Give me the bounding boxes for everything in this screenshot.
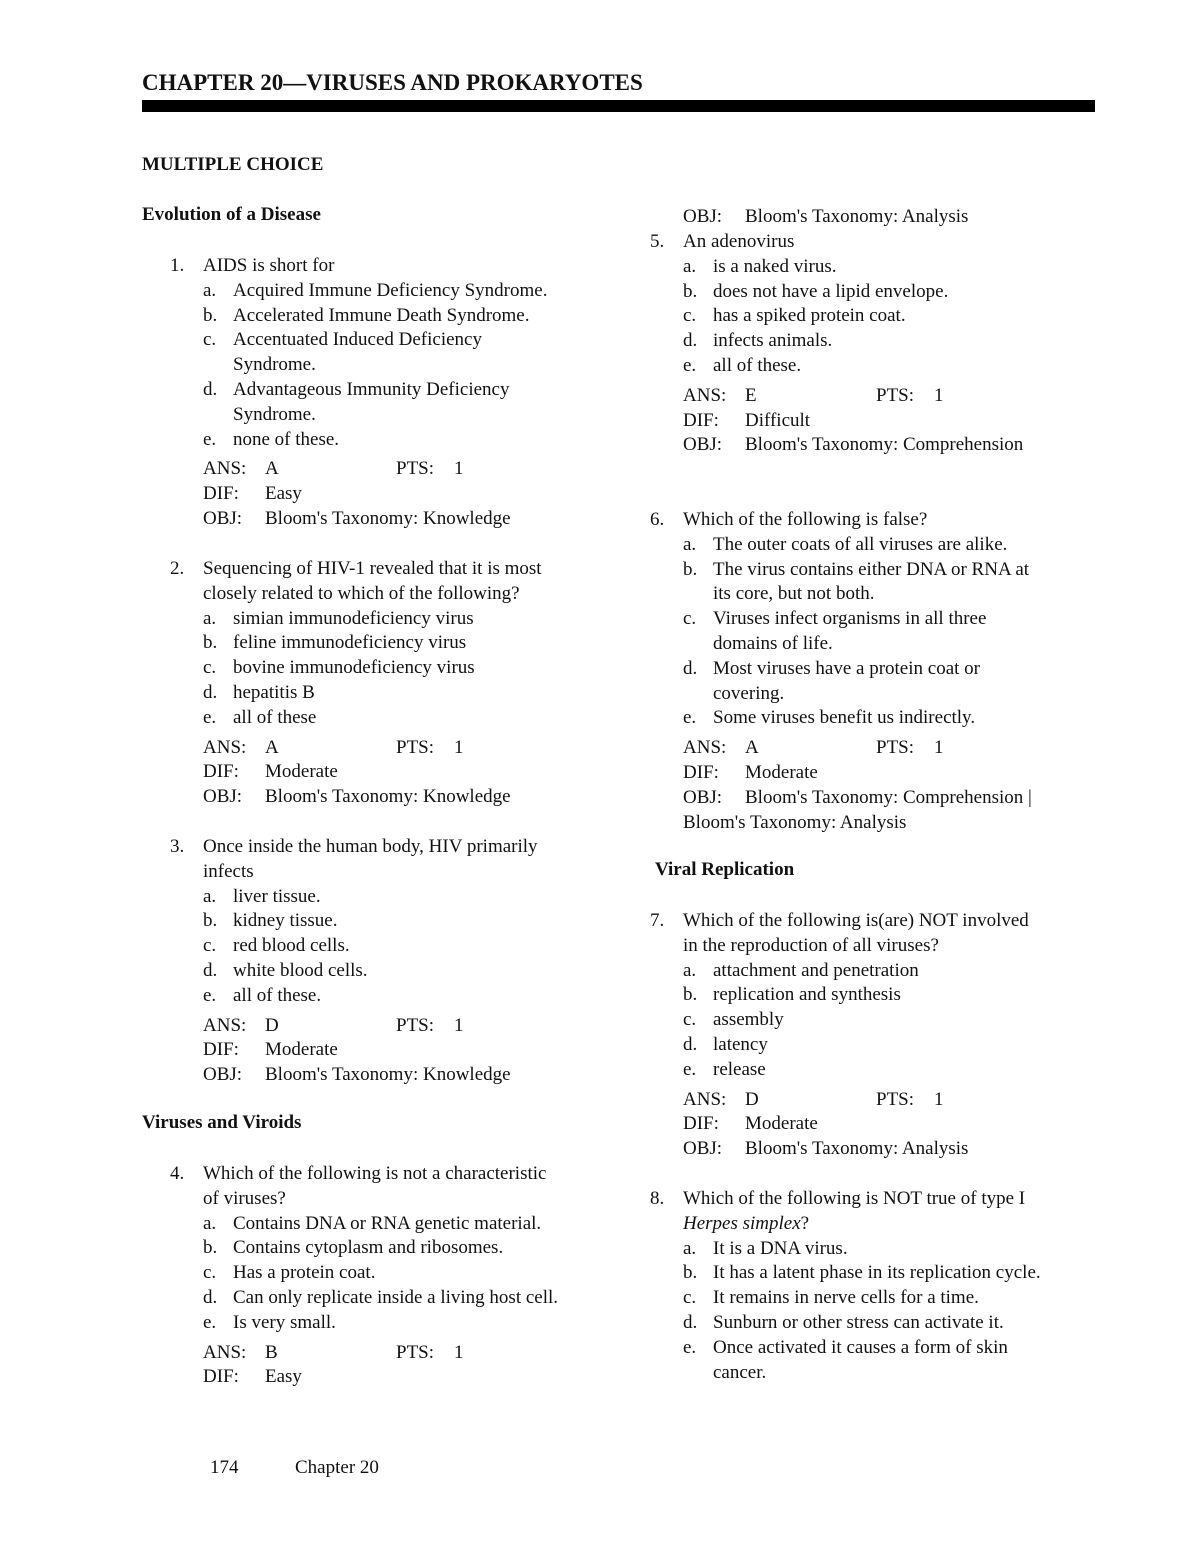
answer-value: A — [265, 736, 279, 758]
q2-choice-label: a. — [203, 607, 217, 629]
obj-label: OBJ: — [683, 434, 723, 456]
difficulty-value: Easy — [265, 483, 302, 505]
q6-choice-text: The outer coats of all viruses are alike. — [713, 533, 1008, 555]
q6-choice-text: Some viruses benefit us indirectly. — [713, 707, 976, 729]
q1-choice-text: Acquired Immune Deficiency Syndrome. — [233, 279, 548, 301]
ans-label: ANS: — [683, 737, 727, 759]
q7-choice-text: release — [713, 1058, 766, 1080]
q7-answer — [683, 1087, 759, 1112]
q1-number: 1. — [170, 255, 185, 276]
points-value: 1 — [454, 1014, 464, 1036]
q4-number: 4. — [170, 1163, 185, 1184]
answer-value: A — [265, 458, 279, 480]
q3-choice-text: red blood cells. — [233, 935, 350, 957]
points-value: 1 — [934, 1088, 944, 1110]
q6-stem-line: Which of the following is false? — [683, 509, 928, 530]
q4-obj-value: Bloom's Taxonomy: Analysis — [745, 206, 969, 227]
q2-number: 2. — [170, 558, 185, 579]
q3-stem-line: Once inside the human body, HIV primarily — [203, 836, 538, 857]
q8-choice-text: Sunburn or other stress can activate it. — [713, 1312, 1004, 1333]
q6-choice-label: c. — [683, 608, 697, 630]
answer-value: D — [265, 1014, 279, 1036]
q8-stem-line-2: Herpes simplex? — [683, 1212, 810, 1234]
q8-choice-label: d. — [683, 1312, 698, 1333]
objective-value: Bloom's Taxonomy: Comprehension — [745, 434, 1024, 456]
q8-choice-label: c. — [683, 1287, 697, 1309]
q6-choice-text: The virus contains either DNA or RNA at — [713, 558, 1030, 580]
q2-answer — [203, 735, 279, 760]
q4-stem-line: Which of the following is not a characteristic — [203, 1163, 547, 1184]
q5-objective — [683, 432, 1023, 457]
q3-choice-text: all of these. — [233, 984, 322, 1006]
q3-choice-label: a. — [203, 885, 217, 907]
q8-choice-label: b. — [683, 1262, 698, 1284]
q4-answer — [203, 1340, 278, 1365]
q7-difficulty — [683, 1111, 818, 1136]
q6-choice-text: covering. — [713, 682, 785, 704]
ans-label: ANS: — [683, 1088, 727, 1110]
q1-choice-text: Advantageous Immunity Deficiency — [233, 379, 510, 400]
q2-choice-text: bovine immunodeficiency virus — [233, 657, 475, 679]
q5-choice-text: infects animals. — [713, 330, 833, 352]
q2-points — [396, 735, 464, 760]
q7-choice-label: b. — [683, 984, 698, 1006]
q4-choice-label: a. — [203, 1212, 217, 1234]
obj-label: OBJ: — [683, 1138, 723, 1160]
q8-number: 8. — [650, 1188, 665, 1209]
obj-label: OBJ: — [203, 508, 243, 529]
q1-stem-line: AIDS is short for — [203, 255, 335, 276]
q1-choice-label: a. — [203, 279, 217, 301]
q2-objective — [203, 784, 511, 809]
q2-choice-text: feline immunodeficiency virus — [233, 632, 467, 654]
q4-choice-text: Is very small. — [233, 1311, 336, 1333]
q4-choice-label: e. — [203, 1311, 217, 1333]
pts-label: PTS: — [396, 736, 435, 758]
q4-choice-text: Contains DNA or RNA genetic material. — [233, 1212, 542, 1234]
q3-choice-label: d. — [203, 960, 218, 981]
q7-choice-text: assembly — [713, 1009, 784, 1031]
answer-value: E — [745, 384, 757, 406]
q7-stem-line: Which of the following is(are) NOT involved — [683, 910, 1029, 931]
q6-objective — [683, 785, 1032, 810]
dif-label: DIF: — [683, 762, 719, 783]
q7-choice-text: replication and synthesis — [713, 984, 901, 1006]
pts-label: PTS: — [396, 458, 435, 480]
dif-label: DIF: — [203, 483, 239, 505]
pts-label: PTS: — [876, 1088, 915, 1110]
q4-choice-text: Can only replicate inside a living host cell. — [233, 1287, 559, 1308]
q5-difficulty — [683, 408, 810, 433]
q3-objective — [203, 1062, 511, 1087]
q6-number: 6. — [650, 509, 665, 530]
obj-label: OBJ: — [683, 786, 723, 808]
ans-label: ANS: — [683, 384, 727, 406]
obj-label: OBJ: — [203, 1064, 243, 1086]
q1-choice-text: Accelerated Immune Death Syndrome. — [233, 304, 530, 326]
q2-choice-label: c. — [203, 657, 217, 679]
q1-choice-text: none of these. — [233, 428, 340, 450]
q6-choice-text: Most viruses have a protein coat or — [713, 657, 980, 679]
difficulty-value: Difficult — [745, 409, 811, 431]
pts-label: PTS: — [396, 1341, 435, 1363]
q6-choice-label: b. — [683, 558, 698, 580]
q8-choice-text: It has a latent phase in its replication cycle. — [713, 1262, 1041, 1284]
q1-objective — [203, 506, 511, 531]
q8-choice-label: e. — [683, 1336, 697, 1358]
q4-choice-label: c. — [203, 1262, 217, 1284]
q4-choice-label: d. — [203, 1287, 218, 1308]
q8-choice-text: Once activated it causes a form of skin — [713, 1336, 1008, 1358]
ans-label: ANS: — [203, 458, 247, 480]
points-value: 1 — [454, 736, 464, 758]
dif-label: DIF: — [683, 409, 719, 431]
q7-choice-label: c. — [683, 1009, 697, 1031]
difficulty-value: Easy — [265, 1366, 302, 1388]
q5-answer — [683, 383, 757, 408]
difficulty-value: Moderate — [745, 1113, 818, 1135]
q3-points — [396, 1013, 464, 1038]
q6-answer — [683, 735, 759, 760]
q3-choice-text: white blood cells. — [233, 960, 368, 981]
herpes-simplex-italic: Herpes simplex — [683, 1212, 801, 1234]
dif-label: DIF: — [203, 1366, 239, 1388]
q7-choice-label: d. — [683, 1034, 698, 1055]
q1-choice-text: Accentuated Induced Deficiency — [233, 329, 482, 351]
q5-choice-label: c. — [683, 305, 697, 327]
q2-difficulty — [203, 759, 338, 784]
difficulty-value: Moderate — [745, 762, 818, 783]
obj-label: OBJ: — [683, 206, 723, 227]
dif-label: DIF: — [683, 1113, 719, 1135]
q2-choice-label: b. — [203, 632, 218, 654]
answer-value: A — [745, 737, 759, 759]
section-title: MULTIPLE CHOICE — [142, 154, 324, 175]
q4-choice-label: b. — [203, 1237, 218, 1259]
points-value: 1 — [454, 458, 464, 480]
q1-choice-text: Syndrome. — [233, 354, 316, 376]
footer-chapter: Chapter 20 — [295, 1457, 379, 1478]
objective-value: Bloom's Taxonomy: Knowledge — [265, 1064, 511, 1086]
q1-choice-label: c. — [203, 329, 217, 351]
q3-answer — [203, 1013, 279, 1038]
q8-choice-label: a. — [683, 1237, 697, 1259]
objective-value: Bloom's Taxonomy: Comprehension | — [745, 786, 1032, 808]
difficulty-value: Moderate — [265, 761, 338, 783]
q1-choice-label: d. — [203, 379, 218, 400]
answer-value: B — [265, 1341, 278, 1363]
q5-choice-text: does not have a lipid envelope. — [713, 280, 949, 302]
q2-choice-text: all of these — [233, 706, 317, 728]
q2-choice-text: simian immunodeficiency virus — [233, 607, 474, 629]
q7-points — [876, 1087, 944, 1112]
q5-stem-line: An adenovirus — [683, 231, 795, 252]
difficulty-value: Moderate — [265, 1039, 338, 1061]
q8-choice-text: It remains in nerve cells for a time. — [713, 1287, 979, 1309]
q2-choice-label: d. — [203, 682, 218, 703]
ans-label: ANS: — [203, 736, 247, 758]
obj-label: OBJ: — [203, 786, 243, 808]
q2-choice-label: e. — [203, 706, 217, 728]
q1-points — [396, 456, 464, 481]
subheading-viral-replication: Viral Replication — [655, 859, 795, 880]
points-value: 1 — [934, 384, 944, 406]
page-number: 174 — [210, 1457, 239, 1478]
q8-stem-line-1: Which of the following is NOT true of type I — [683, 1188, 1026, 1209]
q3-choice-text: kidney tissue. — [233, 910, 338, 932]
q6-choice-text: its core, but not both. — [713, 583, 875, 605]
ans-label: ANS: — [203, 1341, 247, 1363]
q3-choice-label: e. — [203, 984, 217, 1006]
objective-value: Bloom's Taxonomy: Knowledge — [265, 508, 511, 529]
q6-points — [876, 735, 944, 760]
q2-stem-line: closely related to which of the following? — [203, 582, 520, 604]
subheading-viruses-viroids: Viruses and Viroids — [142, 1112, 302, 1133]
q1-choice-label: b. — [203, 304, 218, 326]
q5-choice-label: a. — [683, 255, 697, 277]
objective-value: Bloom's Taxonomy: Analysis — [745, 1138, 969, 1160]
q6-choice-text: Viruses infect organisms in all three — [713, 608, 987, 630]
ans-label: ANS: — [203, 1014, 247, 1036]
q3-stem-line: infects — [203, 860, 254, 882]
q7-choice-text: attachment and penetration — [713, 959, 919, 981]
points-value: 1 — [934, 737, 944, 759]
pts-label: PTS: — [396, 1014, 435, 1036]
q1-choice-label: e. — [203, 428, 217, 450]
q7-choice-text: latency — [713, 1034, 768, 1055]
q7-choice-label: e. — [683, 1058, 697, 1080]
q3-number: 3. — [170, 836, 185, 857]
q5-number: 5. — [650, 231, 665, 252]
title-rule — [142, 100, 1095, 112]
q1-choice-text: Syndrome. — [233, 403, 316, 425]
q3-choice-text: liver tissue. — [233, 885, 321, 907]
q5-choice-text: is a naked virus. — [713, 255, 837, 277]
q6-choice-label: d. — [683, 657, 698, 679]
pts-label: PTS: — [876, 737, 915, 759]
q3-choice-label: c. — [203, 935, 217, 957]
q7-objective — [683, 1136, 968, 1161]
q7-choice-label: a. — [683, 959, 697, 981]
q6-choice-label: e. — [683, 707, 697, 729]
q5-choice-label: b. — [683, 280, 698, 302]
q6-choice-label: a. — [683, 533, 697, 555]
q5-choice-text: has a spiked protein coat. — [713, 305, 906, 327]
q7-stem-line: in the reproduction of all viruses? — [683, 934, 939, 956]
dif-label: DIF: — [203, 1039, 239, 1061]
pts-label: PTS: — [876, 384, 915, 406]
subheading-evolution: Evolution of a Disease — [142, 204, 321, 225]
q1-answer — [203, 456, 279, 481]
q5-choice-text: all of these. — [713, 355, 802, 376]
q4-stem-line: of viruses? — [203, 1187, 286, 1209]
chapter-title: CHAPTER 20—VIRUSES AND PROKARYOTES — [142, 70, 643, 95]
q6-difficulty — [683, 760, 818, 785]
q8-choice-text: It is a DNA virus. — [713, 1237, 848, 1259]
answer-value: D — [745, 1088, 759, 1110]
q7-number: 7. — [650, 910, 665, 931]
q3-choice-label: b. — [203, 910, 218, 932]
q2-choice-text: hepatitis B — [233, 682, 315, 703]
q5-choice-label: e. — [683, 355, 697, 376]
q8-choice-text: cancer. — [713, 1361, 767, 1383]
q1-difficulty — [203, 481, 302, 506]
q4-choice-text: Has a protein coat. — [233, 1262, 376, 1284]
q4-obj-line — [683, 204, 968, 229]
objective-value: Bloom's Taxonomy: Knowledge — [265, 786, 511, 808]
q4-difficulty — [203, 1364, 302, 1389]
q2-stem-line: Sequencing of HIV-1 revealed that it is most — [203, 558, 542, 579]
q5-choice-label: d. — [683, 330, 698, 352]
points-value: 1 — [454, 1341, 464, 1363]
q6-choice-text: domains of life. — [713, 633, 833, 654]
dif-label: DIF: — [203, 761, 239, 783]
q4-points — [396, 1340, 464, 1365]
q6-objective-cont: Bloom's Taxonomy: Analysis — [683, 811, 907, 833]
q3-difficulty — [203, 1037, 338, 1062]
q4-choice-text: Contains cytoplasm and ribosomes. — [233, 1237, 504, 1259]
q5-points — [876, 383, 944, 408]
